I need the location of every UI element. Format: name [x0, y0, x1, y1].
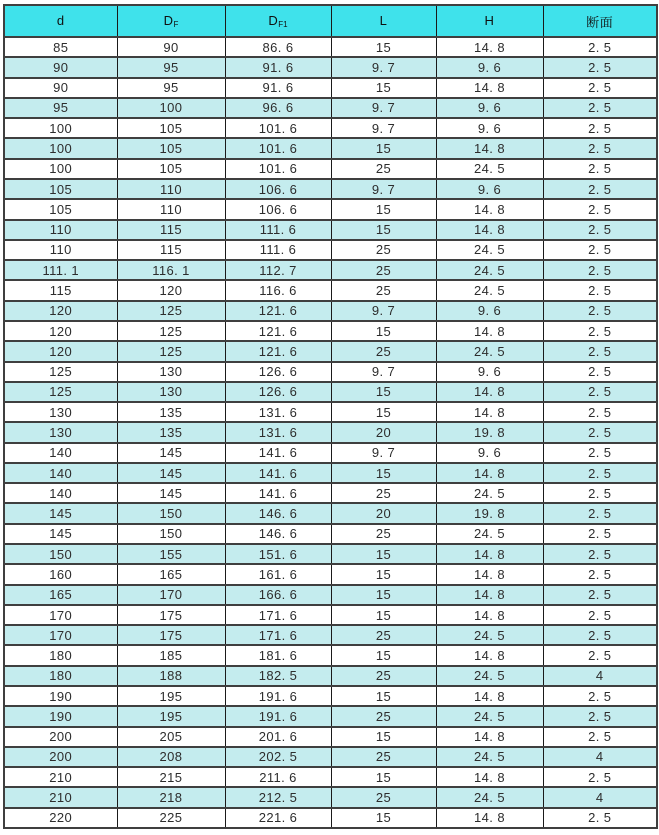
cell-H: 24. 5 [436, 483, 543, 503]
cell-L: 25 [331, 159, 436, 179]
cell-H: 14. 8 [436, 78, 543, 98]
cell-H: 9. 6 [436, 362, 543, 382]
cell-DF: 170 [117, 585, 225, 605]
col-header-df1-label: D [268, 13, 279, 28]
cell-DF1: 191. 6 [225, 706, 331, 726]
cell-section: 2. 5 [543, 98, 657, 118]
cell-DF: 95 [117, 57, 225, 77]
cell-DF: 110 [117, 199, 225, 219]
cell-d: 220 [4, 808, 117, 828]
table-row [4, 362, 657, 382]
cell-DF: 115 [117, 220, 225, 240]
cell-section: 2. 5 [543, 321, 657, 341]
cell-DF: 135 [117, 422, 225, 442]
cell-d: 200 [4, 747, 117, 767]
cell-H: 14. 8 [436, 321, 543, 341]
cell-DF1: 91. 6 [225, 57, 331, 77]
cell-H: 24. 5 [436, 260, 543, 280]
cell-section: 2. 5 [543, 767, 657, 787]
col-header-df1-subscript: F1 [278, 20, 288, 29]
cell-L: 25 [331, 706, 436, 726]
cell-d: 190 [4, 686, 117, 706]
cell-d: 110 [4, 240, 117, 260]
cell-section: 4 [543, 747, 657, 767]
col-header-section-label: 断面 [586, 14, 614, 30]
cell-section: 2. 5 [543, 402, 657, 422]
cell-d: 100 [4, 118, 117, 138]
cell-L: 15 [331, 808, 436, 828]
cell-H: 24. 5 [436, 787, 543, 807]
cell-d: 120 [4, 301, 117, 321]
cell-DF1: 96. 6 [225, 98, 331, 118]
cell-section: 2. 5 [543, 280, 657, 300]
cell-H: 14. 8 [436, 686, 543, 706]
cell-section: 2. 5 [543, 585, 657, 605]
col-header-h [436, 5, 543, 37]
table-row [4, 78, 657, 98]
table-row [4, 98, 657, 118]
cell-H: 24. 5 [436, 240, 543, 260]
cell-DF: 208 [117, 747, 225, 767]
cell-L: 25 [331, 483, 436, 503]
cell-DF1: 202. 5 [225, 747, 331, 767]
cell-DF1: 111. 6 [225, 220, 331, 240]
table-row [4, 118, 657, 138]
cell-DF1: 182. 5 [225, 666, 331, 686]
cell-L: 25 [331, 260, 436, 280]
cell-d: 105 [4, 179, 117, 199]
col-header-section [543, 5, 657, 37]
cell-L: 15 [331, 544, 436, 564]
cell-d: 130 [4, 422, 117, 442]
col-header-h-label: H [484, 13, 495, 28]
table-row [4, 564, 657, 584]
cell-section: 2. 5 [543, 118, 657, 138]
cell-DF1: 171. 6 [225, 625, 331, 645]
cell-DF: 105 [117, 138, 225, 158]
cell-L: 15 [331, 585, 436, 605]
cell-H: 24. 5 [436, 280, 543, 300]
cell-H: 9. 6 [436, 118, 543, 138]
cell-DF: 195 [117, 686, 225, 706]
cell-section: 2. 5 [543, 138, 657, 158]
cell-L: 15 [331, 138, 436, 158]
table-row [4, 544, 657, 564]
table-row [4, 645, 657, 665]
col-header-df1 [225, 5, 331, 37]
cell-d: 210 [4, 767, 117, 787]
cell-H: 14. 8 [436, 605, 543, 625]
cell-H: 24. 5 [436, 625, 543, 645]
table-row [4, 463, 657, 483]
cell-DF1: 121. 6 [225, 301, 331, 321]
cell-L: 15 [331, 686, 436, 706]
cell-DF1: 111. 6 [225, 240, 331, 260]
cell-H: 14. 8 [436, 199, 543, 219]
cell-DF: 175 [117, 605, 225, 625]
cell-L: 9. 7 [331, 118, 436, 138]
cell-d: 145 [4, 503, 117, 523]
cell-H: 14. 8 [436, 220, 543, 240]
cell-L: 9. 7 [331, 98, 436, 118]
cell-L: 25 [331, 747, 436, 767]
table-row [4, 199, 657, 219]
cell-L: 15 [331, 78, 436, 98]
cell-section: 2. 5 [543, 37, 657, 57]
dimension-table [3, 4, 658, 829]
cell-H: 14. 8 [436, 808, 543, 828]
cell-DF: 120 [117, 280, 225, 300]
table-row [4, 727, 657, 747]
cell-DF: 116. 1 [117, 260, 225, 280]
cell-d: 120 [4, 341, 117, 361]
cell-DF: 105 [117, 159, 225, 179]
cell-d: 145 [4, 524, 117, 544]
cell-DF1: 121. 6 [225, 321, 331, 341]
cell-section: 2. 5 [543, 544, 657, 564]
cell-DF: 110 [117, 179, 225, 199]
table-row [4, 382, 657, 402]
cell-section: 2. 5 [543, 422, 657, 442]
cell-L: 9. 7 [331, 179, 436, 199]
cell-H: 24. 5 [436, 747, 543, 767]
cell-DF: 215 [117, 767, 225, 787]
cell-section: 2. 5 [543, 220, 657, 240]
cell-DF1: 151. 6 [225, 544, 331, 564]
cell-d: 90 [4, 78, 117, 98]
table-row [4, 179, 657, 199]
cell-H: 9. 6 [436, 443, 543, 463]
cell-section: 2. 5 [543, 605, 657, 625]
col-header-d-label: d [56, 13, 65, 28]
cell-DF: 95 [117, 78, 225, 98]
cell-H: 14. 8 [436, 544, 543, 564]
cell-DF: 145 [117, 483, 225, 503]
cell-H: 14. 8 [436, 382, 543, 402]
cell-DF: 125 [117, 341, 225, 361]
cell-section: 2. 5 [543, 199, 657, 219]
table-row [4, 321, 657, 341]
cell-H: 14. 8 [436, 463, 543, 483]
cell-DF1: 146. 6 [225, 503, 331, 523]
cell-L: 25 [331, 787, 436, 807]
table-row [4, 220, 657, 240]
cell-DF: 130 [117, 382, 225, 402]
cell-DF1: 181. 6 [225, 645, 331, 665]
cell-d: 140 [4, 443, 117, 463]
table-row [4, 706, 657, 726]
cell-section: 2. 5 [543, 260, 657, 280]
cell-L: 9. 7 [331, 362, 436, 382]
cell-section: 2. 5 [543, 706, 657, 726]
cell-d: 100 [4, 138, 117, 158]
cell-DF1: 191. 6 [225, 686, 331, 706]
cell-L: 15 [331, 727, 436, 747]
cell-DF: 150 [117, 524, 225, 544]
cell-H: 19. 8 [436, 503, 543, 523]
cell-section: 2. 5 [543, 341, 657, 361]
table-row [4, 747, 657, 767]
cell-DF1: 126. 6 [225, 382, 331, 402]
cell-L: 25 [331, 625, 436, 645]
table-row [4, 341, 657, 361]
cell-DF1: 116. 6 [225, 280, 331, 300]
cell-H: 14. 8 [436, 645, 543, 665]
cell-section: 2. 5 [543, 503, 657, 523]
cell-L: 15 [331, 605, 436, 625]
cell-section: 2. 5 [543, 301, 657, 321]
cell-L: 25 [331, 341, 436, 361]
cell-d: 190 [4, 706, 117, 726]
cell-H: 24. 5 [436, 524, 543, 544]
cell-section: 2. 5 [543, 564, 657, 584]
cell-DF1: 141. 6 [225, 483, 331, 503]
cell-DF1: 101. 6 [225, 138, 331, 158]
cell-L: 15 [331, 767, 436, 787]
cell-section: 2. 5 [543, 463, 657, 483]
col-header-df-subscript: F [173, 20, 179, 29]
table-row [4, 301, 657, 321]
cell-H: 14. 8 [436, 138, 543, 158]
table-row [4, 159, 657, 179]
cell-H: 14. 8 [436, 767, 543, 787]
cell-DF1: 211. 6 [225, 767, 331, 787]
cell-DF: 175 [117, 625, 225, 645]
cell-DF1: 146. 6 [225, 524, 331, 544]
table-row [4, 138, 657, 158]
table-body [4, 37, 657, 828]
cell-H: 14. 8 [436, 727, 543, 747]
cell-DF: 165 [117, 564, 225, 584]
cell-L: 15 [331, 463, 436, 483]
cell-d: 125 [4, 362, 117, 382]
table-row [4, 503, 657, 523]
cell-d: 180 [4, 666, 117, 686]
cell-DF: 188 [117, 666, 225, 686]
cell-d: 111. 1 [4, 260, 117, 280]
cell-L: 15 [331, 382, 436, 402]
col-header-df [117, 5, 225, 37]
cell-DF1: 131. 6 [225, 402, 331, 422]
cell-L: 25 [331, 666, 436, 686]
cell-DF: 185 [117, 645, 225, 665]
cell-L: 25 [331, 280, 436, 300]
cell-DF1: 126. 6 [225, 362, 331, 382]
cell-section: 2. 5 [543, 382, 657, 402]
cell-H: 9. 6 [436, 98, 543, 118]
cell-H: 24. 5 [436, 666, 543, 686]
cell-section: 2. 5 [543, 483, 657, 503]
cell-H: 9. 6 [436, 57, 543, 77]
cell-section: 2. 5 [543, 179, 657, 199]
cell-L: 15 [331, 402, 436, 422]
cell-L: 15 [331, 645, 436, 665]
cell-section: 2. 5 [543, 727, 657, 747]
cell-DF: 218 [117, 787, 225, 807]
cell-L: 15 [331, 220, 436, 240]
cell-L: 15 [331, 199, 436, 219]
cell-d: 140 [4, 483, 117, 503]
cell-d: 210 [4, 787, 117, 807]
table-row [4, 666, 657, 686]
table-row [4, 240, 657, 260]
cell-DF1: 141. 6 [225, 443, 331, 463]
cell-DF1: 171. 6 [225, 605, 331, 625]
cell-DF1: 131. 6 [225, 422, 331, 442]
cell-DF: 195 [117, 706, 225, 726]
cell-H: 14. 8 [436, 37, 543, 57]
header-row [4, 5, 657, 37]
table-row [4, 402, 657, 422]
cell-section: 2. 5 [543, 57, 657, 77]
cell-DF1: 86. 6 [225, 37, 331, 57]
cell-L: 15 [331, 564, 436, 584]
cell-DF: 155 [117, 544, 225, 564]
cell-section: 2. 5 [543, 443, 657, 463]
cell-DF1: 101. 6 [225, 118, 331, 138]
col-header-l-label: L [379, 13, 388, 28]
cell-d: 120 [4, 321, 117, 341]
cell-d: 85 [4, 37, 117, 57]
cell-d: 200 [4, 727, 117, 747]
cell-DF1: 166. 6 [225, 585, 331, 605]
table-row [4, 443, 657, 463]
cell-DF: 145 [117, 443, 225, 463]
cell-DF1: 212. 5 [225, 787, 331, 807]
table-header [4, 5, 657, 37]
table-row [4, 280, 657, 300]
col-header-l [331, 5, 436, 37]
cell-L: 15 [331, 37, 436, 57]
cell-DF: 115 [117, 240, 225, 260]
table-row [4, 686, 657, 706]
cell-DF1: 101. 6 [225, 159, 331, 179]
table-row [4, 625, 657, 645]
cell-d: 130 [4, 402, 117, 422]
cell-L: 25 [331, 240, 436, 260]
cell-section: 2. 5 [543, 240, 657, 260]
cell-section: 4 [543, 666, 657, 686]
table-row [4, 605, 657, 625]
cell-d: 95 [4, 98, 117, 118]
table-row [4, 524, 657, 544]
cell-DF1: 201. 6 [225, 727, 331, 747]
cell-section: 2. 5 [543, 524, 657, 544]
cell-DF: 105 [117, 118, 225, 138]
cell-d: 125 [4, 382, 117, 402]
cell-L: 9. 7 [331, 443, 436, 463]
cell-DF: 135 [117, 402, 225, 422]
col-header-d [4, 5, 117, 37]
cell-H: 14. 8 [436, 585, 543, 605]
cell-L: 20 [331, 503, 436, 523]
cell-DF: 150 [117, 503, 225, 523]
cell-DF: 125 [117, 321, 225, 341]
cell-L: 9. 7 [331, 57, 436, 77]
cell-H: 24. 5 [436, 341, 543, 361]
cell-L: 9. 7 [331, 301, 436, 321]
cell-section: 4 [543, 787, 657, 807]
cell-section: 2. 5 [543, 362, 657, 382]
table-row [4, 260, 657, 280]
cell-d: 165 [4, 585, 117, 605]
cell-section: 2. 5 [543, 808, 657, 828]
cell-d: 100 [4, 159, 117, 179]
cell-section: 2. 5 [543, 78, 657, 98]
cell-H: 9. 6 [436, 301, 543, 321]
cell-section: 2. 5 [543, 159, 657, 179]
cell-d: 180 [4, 645, 117, 665]
cell-d: 110 [4, 220, 117, 240]
cell-section: 2. 5 [543, 625, 657, 645]
table-row [4, 57, 657, 77]
cell-L: 20 [331, 422, 436, 442]
cell-DF: 145 [117, 463, 225, 483]
col-header-df-label: D [163, 13, 174, 28]
cell-DF1: 221. 6 [225, 808, 331, 828]
cell-DF1: 106. 6 [225, 179, 331, 199]
table-row [4, 422, 657, 442]
cell-section: 2. 5 [543, 645, 657, 665]
table-row [4, 787, 657, 807]
table-row [4, 808, 657, 828]
cell-DF1: 141. 6 [225, 463, 331, 483]
cell-H: 14. 8 [436, 564, 543, 584]
table-row [4, 483, 657, 503]
cell-H: 24. 5 [436, 706, 543, 726]
cell-DF1: 106. 6 [225, 199, 331, 219]
cell-H: 14. 8 [436, 402, 543, 422]
table-row [4, 585, 657, 605]
cell-DF1: 91. 6 [225, 78, 331, 98]
table-row [4, 37, 657, 57]
cell-DF: 125 [117, 301, 225, 321]
cell-DF: 225 [117, 808, 225, 828]
cell-H: 24. 5 [436, 159, 543, 179]
cell-d: 115 [4, 280, 117, 300]
cell-d: 170 [4, 625, 117, 645]
cell-DF: 90 [117, 37, 225, 57]
cell-DF1: 112. 7 [225, 260, 331, 280]
cell-d: 105 [4, 199, 117, 219]
cell-d: 150 [4, 544, 117, 564]
table-row [4, 767, 657, 787]
cell-DF: 205 [117, 727, 225, 747]
cell-L: 25 [331, 524, 436, 544]
cell-DF1: 161. 6 [225, 564, 331, 584]
cell-DF: 130 [117, 362, 225, 382]
cell-d: 170 [4, 605, 117, 625]
cell-H: 19. 8 [436, 422, 543, 442]
cell-L: 15 [331, 321, 436, 341]
cell-DF1: 121. 6 [225, 341, 331, 361]
cell-d: 90 [4, 57, 117, 77]
cell-d: 160 [4, 564, 117, 584]
cell-DF: 100 [117, 98, 225, 118]
cell-d: 140 [4, 463, 117, 483]
cell-H: 9. 6 [436, 179, 543, 199]
cell-section: 2. 5 [543, 686, 657, 706]
